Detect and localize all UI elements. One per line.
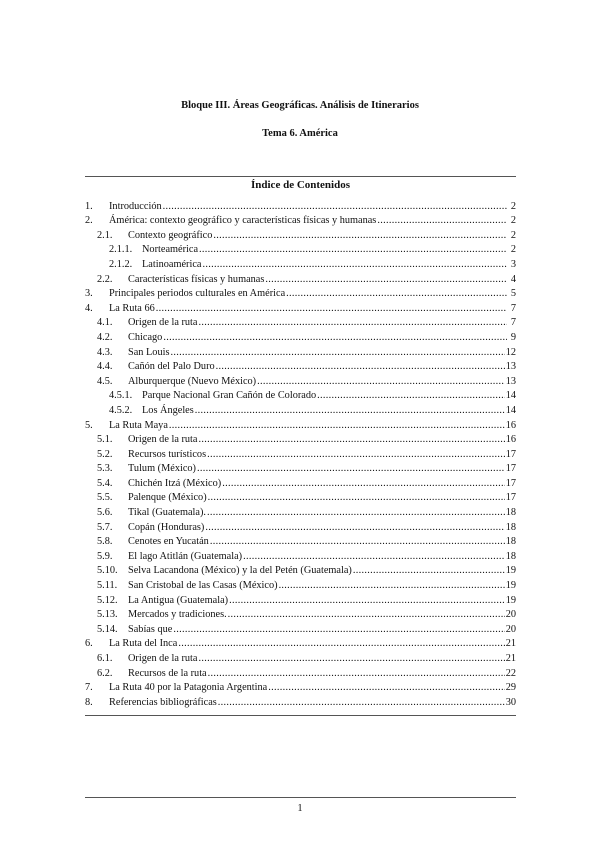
toc-dot-leader: [265, 273, 507, 286]
toc-entry-title: Referencias bibliográficas: [109, 696, 217, 708]
toc-entry[interactable]: [85, 271, 516, 286]
toc-entry-number: 4.3.: [97, 346, 113, 358]
toc-dot-leader: [208, 667, 505, 680]
toc-entry[interactable]: [85, 504, 516, 519]
toc-entry[interactable]: [85, 329, 516, 344]
toc-entry-page: 14: [505, 404, 516, 416]
toc-entry-title: Origen de la ruta: [128, 434, 198, 446]
toc-entry[interactable]: [85, 446, 516, 461]
toc-dot-leader: [199, 243, 507, 256]
toc-entry-number: 2.1.: [97, 229, 113, 241]
toc-entry-page: 20: [505, 609, 516, 621]
toc-entry-title: La Ruta del Inca: [109, 638, 178, 650]
toc-entry-title: Tulum (México): [128, 463, 196, 475]
toc-entry-number: 5.: [85, 419, 93, 431]
toc-entry-title: San Cristobal de las Casas (México): [128, 580, 278, 592]
toc-entry-page: 18: [505, 536, 516, 548]
toc-dot-leader: [229, 594, 505, 607]
toc-entry-title: Chicago: [128, 331, 163, 343]
toc-entry-page: 17: [505, 477, 516, 489]
toc-entry-page: 22: [505, 667, 516, 679]
toc-entry-number: 1.: [85, 200, 93, 212]
toc-entry-title: Origen de la ruta: [128, 653, 198, 664]
toc-entry[interactable]: [85, 490, 516, 505]
toc-entry-page: 30: [505, 696, 516, 708]
document-subtitle: Tema 6. América: [262, 128, 338, 139]
toc-entry-page: 2: [510, 215, 516, 227]
toc-entry-number: 4.1.: [97, 317, 113, 329]
toc-entry-title: Contexto geográfico: [128, 229, 213, 241]
toc-entry[interactable]: [85, 373, 516, 388]
toc-entry-number: 5.11.: [97, 580, 118, 592]
toc-dot-leader: [216, 360, 505, 373]
toc-entry-number: 5.9.: [97, 550, 113, 562]
top-divider: [85, 176, 516, 177]
toc-entry-title: Selva Lacandona (México) y la del Petén (Guatemala): [128, 565, 352, 577]
toc-entry[interactable]: [85, 621, 516, 636]
toc-entry-number: 5.4.: [97, 477, 113, 489]
toc-entry-page: 2: [510, 229, 516, 241]
toc-dot-leader: [208, 491, 505, 504]
toc-dot-leader: [195, 404, 505, 417]
toc-entry-page: 21: [505, 653, 516, 664]
toc-entry-page: 13: [505, 375, 516, 387]
toc-entry-number: 4.5.: [97, 375, 113, 387]
toc-dot-leader: [222, 477, 504, 490]
toc-entry-title: El lago Atitlán (Guatemala): [128, 550, 243, 562]
toc-entry-title: San Louis: [128, 346, 170, 358]
toc-entry[interactable]: [85, 548, 516, 563]
toc-entry[interactable]: [85, 213, 516, 228]
toc-dot-leader: [205, 521, 504, 534]
toc-dot-leader: [218, 696, 505, 709]
toc-dot-leader: [213, 229, 507, 242]
toc-entry[interactable]: [85, 607, 516, 622]
toc-entry-number: 5.8.: [97, 536, 113, 548]
toc-dot-leader: [156, 302, 507, 315]
toc-entry[interactable]: [85, 417, 516, 432]
toc-dot-leader: [210, 535, 505, 548]
toc-entry-number: 6.2.: [97, 667, 113, 679]
toc-entry-title: Introducción: [109, 200, 162, 212]
toc-entry-page: 29: [505, 682, 516, 694]
toc-entry-title: La Ruta Maya: [109, 419, 168, 431]
toc-entry-number: 2.2.: [97, 273, 113, 285]
toc-entry-number: 5.12.: [97, 594, 118, 606]
toc-entry-title: Recursos turísticos: [128, 448, 207, 460]
toc-entry[interactable]: [85, 402, 516, 417]
toc-dot-leader: [353, 564, 505, 577]
toc-entry-title: Parque Nacional Gran Cañón de Colorado: [142, 390, 317, 402]
toc-entry-page: 16: [505, 419, 516, 431]
toc-dot-leader: [198, 433, 504, 446]
toc-entry-page: 12: [505, 346, 516, 358]
toc-entry[interactable]: [85, 227, 516, 242]
toc-entry-title: Mercados y tradiciones.: [128, 609, 227, 621]
toc-entry[interactable]: [85, 519, 516, 534]
toc-dot-leader: [243, 550, 505, 563]
page-number: 1: [297, 803, 303, 814]
toc-entry[interactable]: [85, 388, 516, 403]
toc-entry-page: 21: [505, 638, 516, 650]
toc-dot-leader: [198, 652, 504, 665]
toc-entry-title: Ámérica: contexto geográfico y características físicas y humanas: [109, 215, 377, 227]
toc-entry-page: 16: [505, 434, 516, 446]
toc-entry-page: 17: [505, 463, 516, 475]
footer-divider: [85, 797, 516, 798]
toc-dot-leader: [173, 623, 504, 636]
toc-dot-leader: [317, 389, 505, 402]
toc-entry-title: Recursos de la ruta: [128, 667, 207, 679]
toc-entry-page: 19: [505, 565, 516, 577]
toc-entry-title: Cañón del Palo Duro: [128, 361, 215, 373]
toc-entry[interactable]: [85, 461, 516, 476]
toc-entry-page: 4: [510, 273, 516, 285]
toc-entry-title: Alburquerque (Nuevo México): [128, 375, 257, 387]
toc-entry-number: 2.1.2.: [109, 258, 133, 270]
toc-entry-number: 4.4.: [97, 361, 113, 373]
toc-entry-number: 5.5.: [97, 492, 113, 504]
toc-entry-number: 4.2.: [97, 331, 113, 343]
toc-entry-title: Tikal (Guatemala).: [128, 507, 206, 519]
toc-entry-number: 5.3.: [97, 463, 113, 475]
toc-entry-page: 5: [510, 288, 516, 300]
toc-dot-leader: [202, 258, 507, 271]
toc-entry-page: 13: [505, 361, 516, 373]
toc-dot-leader: [163, 200, 507, 213]
toc-entry[interactable]: [85, 475, 516, 490]
toc-dot-leader: [286, 287, 507, 300]
toc-entry-title: La Antigua (Guatemala): [128, 594, 229, 606]
toc-entry[interactable]: [85, 359, 516, 374]
toc-entry-number: 5.13.: [97, 609, 118, 621]
document-title: Bloque III. Áreas Geográficas. Análisis de Itinerarios: [181, 100, 419, 111]
toc-entry[interactable]: [85, 300, 516, 315]
toc-entry-title: Características físicas y humanas: [128, 273, 265, 285]
toc-bottom-divider: [85, 715, 516, 716]
toc-entry-page: 18: [505, 507, 516, 519]
toc-dot-leader: [169, 419, 505, 432]
toc-entry-number: 5.14.: [97, 623, 118, 635]
toc-entry[interactable]: [85, 563, 516, 578]
toc-entry[interactable]: [85, 315, 516, 330]
toc-entry-number: 5.6.: [97, 507, 113, 519]
toc-entry-page: 19: [505, 594, 516, 606]
toc-entry[interactable]: [85, 592, 516, 607]
toc-entry-page: 3: [510, 258, 516, 270]
toc-entry-page: 2: [510, 200, 516, 212]
toc-entry-number: 2.: [85, 215, 93, 227]
toc-dot-leader: [268, 681, 504, 694]
toc-entry-number: 3.: [85, 288, 93, 300]
toc-entry-number: 4.: [85, 302, 93, 314]
toc-entry-title: Chichén Itzá (México): [128, 477, 222, 489]
toc-entry[interactable]: [85, 286, 516, 301]
toc-dot-leader: [163, 331, 507, 344]
toc-entry-title: La Ruta 40 por la Patagonia Argentina: [109, 682, 268, 694]
toc-entry[interactable]: [85, 432, 516, 447]
toc-entry-page: 2: [510, 244, 516, 256]
toc-entry-page: 7: [510, 317, 516, 329]
toc-entry-number: 8.: [85, 696, 93, 708]
toc-entry-number: 5.7.: [97, 521, 113, 533]
toc-entry-page: 17: [505, 492, 516, 504]
toc-entry-number: 5.2.: [97, 448, 113, 460]
toc-entry-number: 4.5.2.: [109, 404, 133, 416]
toc-dot-leader: [197, 462, 505, 475]
toc-entry-number: 6.1.: [97, 653, 113, 664]
toc-dot-leader: [279, 579, 505, 592]
toc-entry-page: 18: [505, 550, 516, 562]
toc-entry-title: Los Ángeles: [142, 404, 194, 416]
toc-dot-leader: [170, 346, 504, 359]
toc-heading: Índice de Contenidos: [250, 179, 351, 191]
toc-entry-page: 9: [510, 331, 516, 343]
toc-entry-page: 17: [505, 448, 516, 460]
toc-dot-leader: [257, 375, 505, 388]
toc-entry-page: 7: [510, 302, 516, 314]
toc-entry-title: Copán (Honduras): [128, 521, 205, 533]
toc-entry[interactable]: [85, 256, 516, 271]
toc-entry[interactable]: [85, 694, 516, 709]
toc-entry[interactable]: [85, 650, 516, 665]
toc-entry-title: La Ruta 66: [109, 302, 155, 314]
toc-entry-page: 20: [505, 623, 516, 635]
toc-entry-page: 19: [505, 580, 516, 592]
toc-entry-title: Norteamérica: [142, 244, 199, 256]
toc-entry-page: 18: [505, 521, 516, 533]
toc-entry-page: 14: [505, 390, 516, 402]
toc-entry-title: Cenotes en Yucatán: [128, 536, 209, 548]
toc-entry-number: 6.: [85, 638, 93, 650]
toc-entry[interactable]: [85, 198, 516, 213]
toc-entry-number: 7.: [85, 682, 93, 694]
toc-dot-leader: [198, 316, 507, 329]
toc-dot-leader: [207, 448, 505, 461]
toc-entry-title: Origen de la ruta: [128, 317, 198, 329]
toc-entry-title: Palenque (México): [128, 492, 207, 504]
toc-dot-leader: [207, 506, 505, 519]
toc-dot-leader: [178, 637, 504, 650]
toc-entry-title: Principales periodos culturales en América: [109, 288, 286, 300]
toc-entry[interactable]: [85, 636, 516, 651]
toc-entry-title: Sabías que: [128, 623, 173, 635]
toc-entry-number: 5.10.: [97, 565, 118, 577]
toc-entry[interactable]: [85, 665, 516, 680]
toc-entry[interactable]: [85, 577, 516, 592]
toc-entry[interactable]: [85, 534, 516, 549]
toc-entry[interactable]: [85, 680, 516, 695]
toc-entry-number: 2.1.1.: [109, 244, 133, 256]
table-of-contents: [85, 198, 516, 709]
toc-entry-number: 5.1.: [97, 434, 113, 446]
toc-dot-leader: [377, 214, 507, 227]
toc-entry[interactable]: [85, 344, 516, 359]
toc-entry-title: Latinoamérica: [142, 258, 202, 270]
toc-entry-number: 4.5.1.: [109, 390, 133, 402]
toc-dot-leader: [228, 608, 505, 621]
toc-entry[interactable]: [85, 242, 516, 257]
